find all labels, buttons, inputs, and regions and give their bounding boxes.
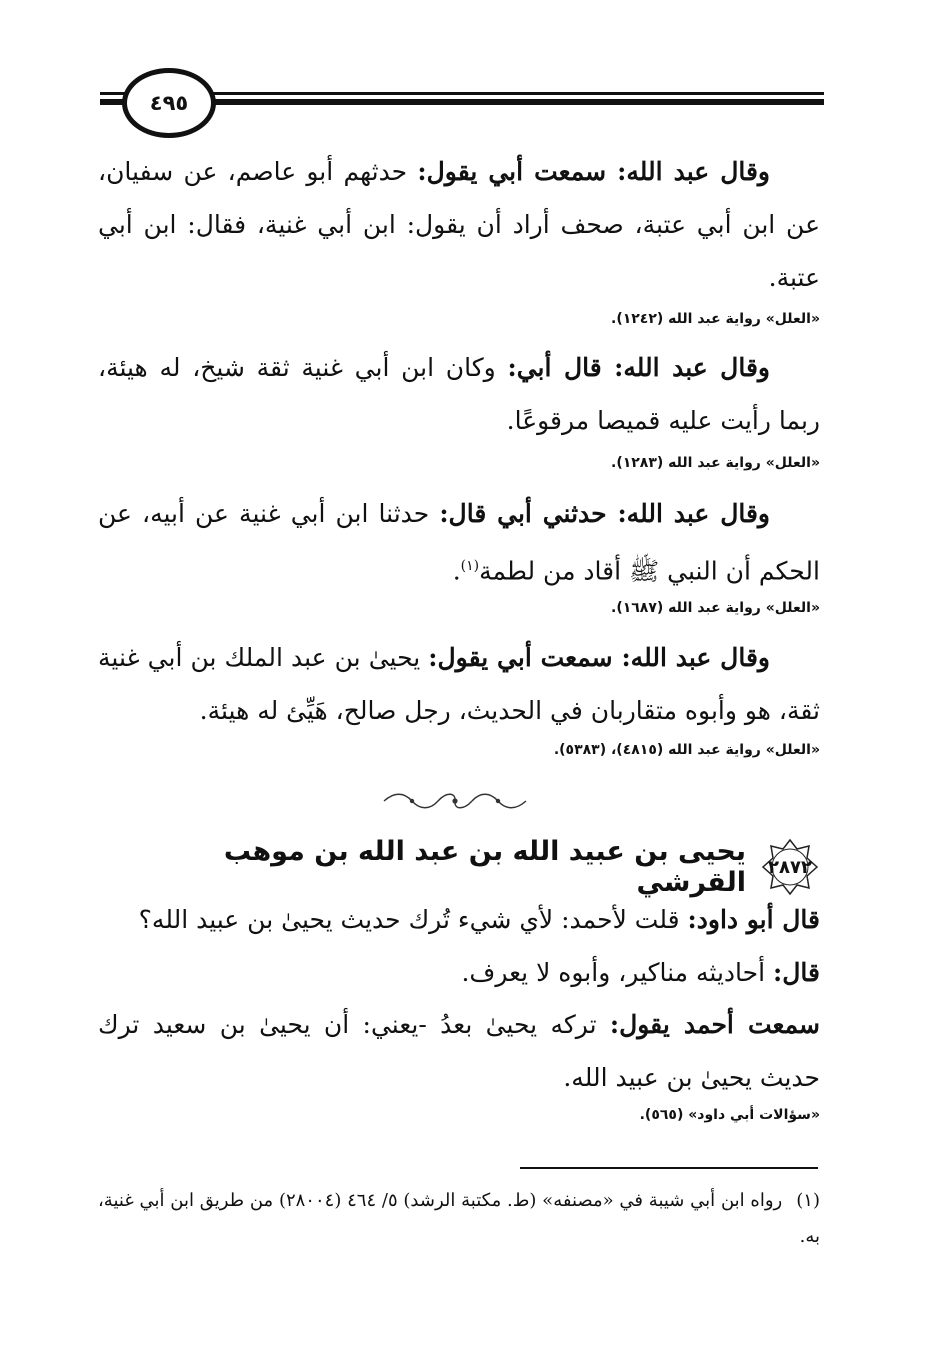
- source-citation-3: «العلل» رواية عبد الله (١٦٨٧).: [611, 600, 820, 616]
- paragraph-2-text: وكان ابن أبي غنية ثقة شيخ، له هيئة، ربما رأيت عليه قميصا مرقوعًا.: [98, 353, 820, 435]
- entry-source-citation: «سؤالات أبي داود» (٥٦٥).: [639, 1107, 820, 1123]
- entry-line-2-text: أحاديثه مناكير، وأبوه لا يعرف.: [461, 958, 774, 987]
- entry-line-3-text: تركه يحيىٰ بعدُ -يعني: أن يحيىٰ بن سعيد ترك حديث يحيىٰ بن عبيد الله.: [98, 1010, 820, 1092]
- entry-line-2: [98, 946, 820, 999]
- entry-title: يحيى بن عبيد الله بن عبد الله بن موهب القرشي: [223, 836, 746, 898]
- page-number: ٤٩٥: [122, 68, 216, 138]
- ornament-divider: [380, 790, 530, 812]
- entry-line-2-lead: قال:: [773, 958, 820, 987]
- footnote-ref[interactable]: (١): [460, 558, 480, 574]
- footnote-text: رواه ابن أبي شيبة في «مصنفه» (ط. مكتبة الرشد) ٥/ ٤٦٤ (٢٨٠٠٤) من طريق ابن أبي غنية، به.: [98, 1190, 820, 1247]
- entry-line-1: [98, 893, 820, 946]
- entry-number-badge: [760, 837, 820, 897]
- entry-line-1-lead: قال أبو داود:: [687, 905, 820, 934]
- paragraph-3: [98, 487, 820, 597]
- paragraph-2-speaker: وقال عبد الله: قال أبي:: [507, 353, 770, 382]
- entry-line-1-text: قلت لأحمد: لأي شيء تُرك حديث يحيىٰ بن عبيد الله؟: [138, 905, 688, 934]
- paragraph-4-text: يحيىٰ بن عبد الملك بن أبي غنية ثقة، هو وأبوه متقاربان في الحديث، رجل صالح، هَيِّئ له هيئة.: [98, 643, 820, 725]
- source-citation-4: «العلل» رواية عبد الله (٤٨١٥)، (٥٣٨٣).: [553, 742, 820, 758]
- entry-line-3: [98, 998, 820, 1104]
- entry-number: ٢٨٧٢: [768, 856, 812, 878]
- paragraph-4: [98, 631, 820, 737]
- paragraph-3-speaker: وقال عبد الله: حدثني أبي قال:: [439, 499, 770, 528]
- paragraph-3-text: حدثنا ابن أبي غنية عن أبيه، عن الحكم أن النبي ﷺ أقاد من لطمة: [98, 499, 820, 586]
- paragraph-1-speaker: وقال عبد الله: سمعت أبي يقول:: [417, 157, 770, 186]
- footnote: [98, 1183, 820, 1255]
- entry-heading: [160, 836, 820, 898]
- entry-line-3-lead: سمعت أحمد يقول:: [609, 1010, 820, 1039]
- source-citation-1: «العلل» رواية عبد الله (١٢٤٢).: [611, 311, 820, 327]
- paragraph-1-text: حدثهم أبو عاصم، عن سفيان، عن ابن أبي عتبة، صحف أراد أن يقول: ابن أبي غنية، فقال: ابن أبي عتبة.: [98, 157, 820, 292]
- source-citation-2: «العلل» رواية عبد الله (١٢٨٣).: [611, 455, 820, 471]
- paragraph-1: [98, 145, 820, 304]
- paragraph-4-speaker: وقال عبد الله: سمعت أبي يقول:: [428, 643, 770, 672]
- paragraph-3-end: .: [452, 556, 461, 586]
- footnote-separator: [520, 1167, 818, 1169]
- paragraph-2: [98, 341, 820, 447]
- footnote-number: (١): [796, 1190, 820, 1211]
